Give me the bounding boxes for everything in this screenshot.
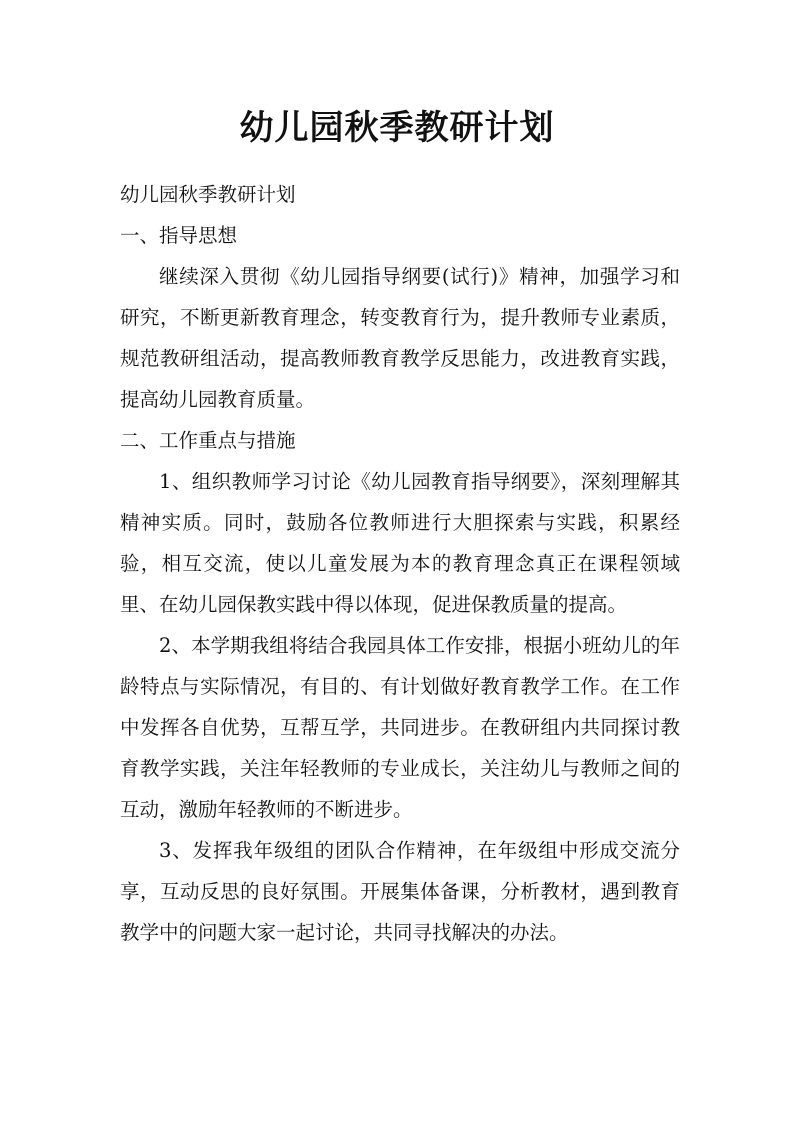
section-heading-guiding-thought: 一、指导思想 bbox=[120, 224, 238, 247]
document-subtitle: 幼儿园秋季教研计划 bbox=[120, 183, 296, 206]
section-item-2: 2、本学期我组将结合我园具体工作安排，根据小班幼儿的年龄特点与实际情况，有目的、有计划做好教育教学工作。在工作中发挥各自优势，互帮互学，共同进步。在教研组内共同探讨教育教学实践，关注年轻教师的专业成长，关注幼儿与教师之间的互动，激励年轻教师的不断进步。 bbox=[120, 634, 680, 821]
section-heading-key-work: 二、工作重点与措施 bbox=[120, 429, 296, 452]
document-body bbox=[120, 174, 680, 953]
section-item-3: 3、发挥我年级组的团队合作精神，在年级组中形成交流分享，互动反思的良好氛围。开展集体备课，分析教材，遇到教育教学中的问题大家一起讨论，共同寻找解决的办法。 bbox=[120, 839, 680, 944]
document-title: 幼儿园秋季教研计划 bbox=[239, 108, 555, 148]
section-item-1: 1、组织教师学习讨论《幼儿园教育指导纲要》，深刻理解其精神实质。同时，鼓励各位教师进行大胆探索与实践，积累经验，相互交流，使以儿童发展为本的教育理念真正在课程领域里、在幼儿园保教实践中得以体现，促进保教质量的提高。 bbox=[120, 470, 680, 616]
section-paragraph-guiding-thought: 继续深入贯彻《幼儿园指导纲要(试行)》精神，加强学习和研究，不断更新教育理念，转变教育行为，提升教师专业素质，规范教研组活动，提高教师教育教学反思能力，改进教育实践，提高幼儿园教育质量。 bbox=[120, 265, 680, 411]
